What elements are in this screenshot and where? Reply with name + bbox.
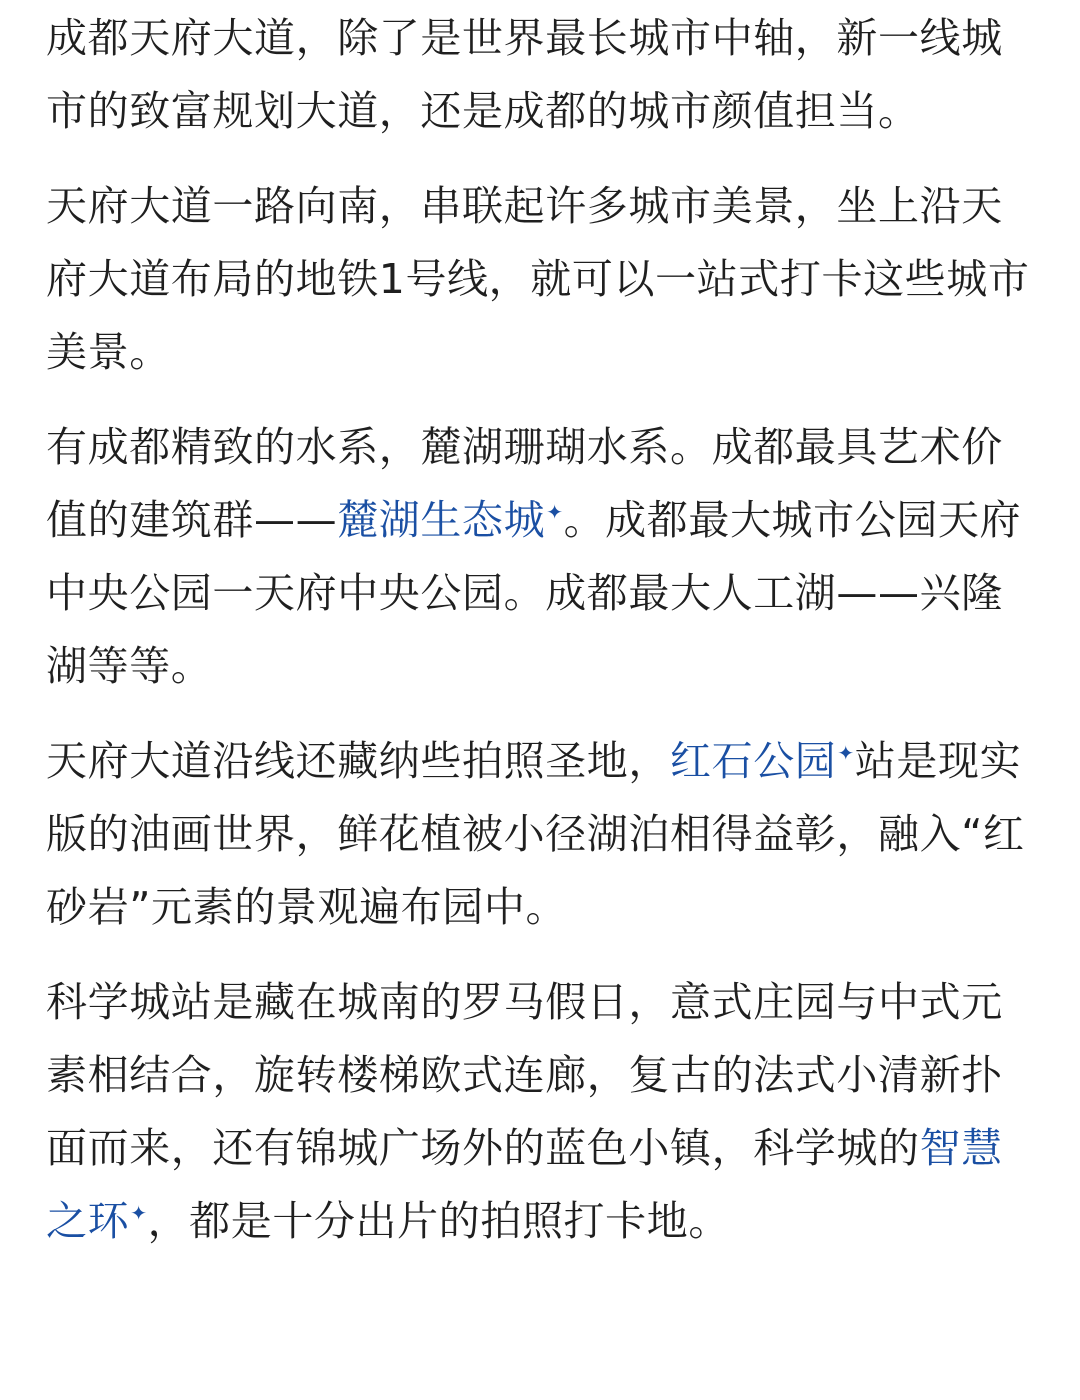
link-label[interactable]: 红石公园 <box>670 737 837 785</box>
paragraph-5 <box>46 966 1036 1258</box>
paragraph-text-before: 科学城站是藏在城南的罗马假日，意式庄园与中式元素相结合，旋转楼梯欧式连廊，复古的法式小清新扑面而来，还有锦城广场外的蓝色小镇，科学城的 <box>46 978 1003 1172</box>
sparkle-icon: ✦ <box>546 500 564 525</box>
paragraph-text-after: 。成都最大城市公园天府中央公园一天府中央公园。成都最大人工湖——兴隆湖等等。 <box>46 496 1022 690</box>
paragraph-text-after: ，都是十分出片的拍照打卡地。 <box>147 1197 730 1245</box>
paragraph-text-before: 天府大道沿线还藏纳些拍照圣地， <box>46 737 670 785</box>
paragraph-text-before: 有成都精致的水系，麓湖珊瑚水系。成都最具艺术价值的建筑群—— <box>46 423 1003 544</box>
paragraph-4 <box>46 725 1036 944</box>
article-body <box>46 0 1036 1280</box>
paragraph-3 <box>46 411 1036 703</box>
link-label[interactable]: 麓湖生态城 <box>337 496 546 544</box>
paragraph-2 <box>46 170 1036 389</box>
paragraph-text-after: 站是现实版的油画世界，鲜花植被小径湖泊相得益彰，融入“红砂岩”元素的景观遍布园中。 <box>46 737 1025 931</box>
link-label[interactable]: 智慧之环 <box>46 1124 1003 1245</box>
paragraph-1 <box>46 2 1036 148</box>
sparkle-icon: ✦ <box>837 741 855 766</box>
link-hongshi-park[interactable] <box>670 737 855 785</box>
sparkle-icon: ✦ <box>130 1201 148 1226</box>
link-luhu-eco-city[interactable] <box>337 496 563 544</box>
paragraph-text: 天府大道一路向南，串联起许多城市美景，坐上沿天府大道布局的地铁1号线，就可以一站式打卡这些城市美景。 <box>46 182 1030 376</box>
paragraph-text: 成都天府大道，除了是世界最长城市中轴，新一线城市的致富规划大道，还是成都的城市颜值担当。 <box>46 14 1003 135</box>
